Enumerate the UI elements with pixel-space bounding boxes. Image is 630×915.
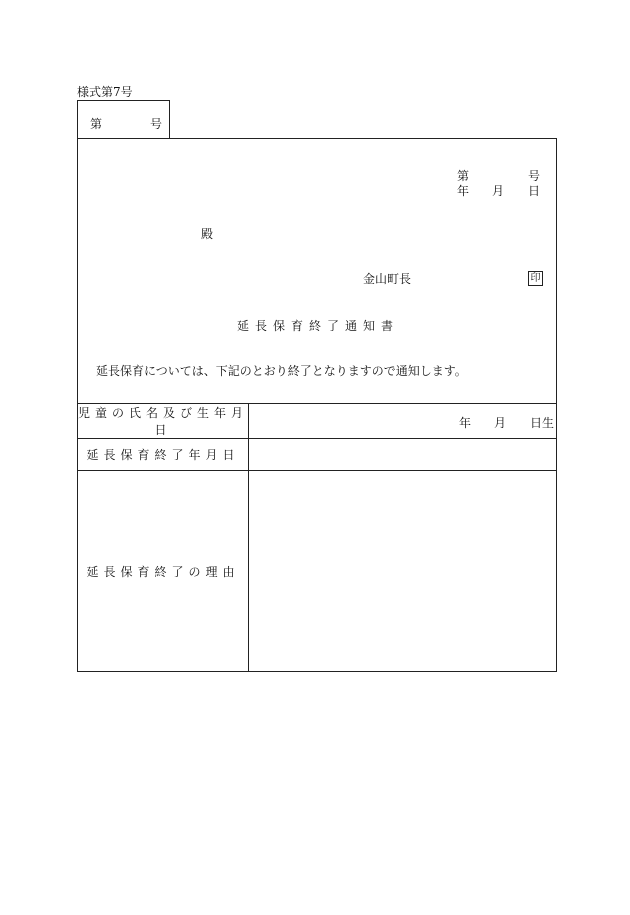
- recipient-suffix: 殿: [201, 227, 214, 241]
- doc-nen: 年: [457, 184, 470, 198]
- end-date-field[interactable]: [249, 439, 557, 471]
- label-child-name-birthdate: 児童の氏名及び生年月日: [78, 404, 249, 439]
- issuer-name: 金山町長: [363, 272, 412, 286]
- doc-hi: 日: [527, 184, 540, 198]
- table-row-child-name: [78, 404, 557, 439]
- birth-nen: 年: [459, 416, 472, 430]
- label-end-reason: 延長保育終了の理由: [78, 471, 249, 672]
- table-row-end-reason: [78, 471, 557, 672]
- end-reason-field[interactable]: [249, 471, 557, 672]
- birth-tsuki: 月: [494, 416, 507, 430]
- notice-body: [77, 138, 557, 403]
- reference-number-tab: [77, 100, 170, 138]
- document-number-date: [457, 167, 540, 197]
- document-title: 延長保育終了通知書: [237, 319, 400, 333]
- doc-dai: 第: [457, 169, 470, 183]
- birth-hisei: 日生: [530, 416, 555, 430]
- child-name-birthdate-field[interactable]: [249, 404, 557, 439]
- body-text: 延長保育については、下記のとおり終了となりますので通知します。: [96, 364, 467, 378]
- label-end-date: 延長保育終了年月日: [78, 439, 249, 471]
- tab-dai: 第: [90, 117, 103, 131]
- detail-table: [77, 403, 557, 672]
- seal-stamp: 印: [528, 271, 543, 286]
- doc-tsuki: 月: [492, 184, 505, 198]
- tab-go: 号: [150, 117, 163, 131]
- table-row-end-date: [78, 439, 557, 471]
- doc-go: 号: [527, 169, 540, 183]
- form-number-label: 様式第7号: [77, 85, 133, 99]
